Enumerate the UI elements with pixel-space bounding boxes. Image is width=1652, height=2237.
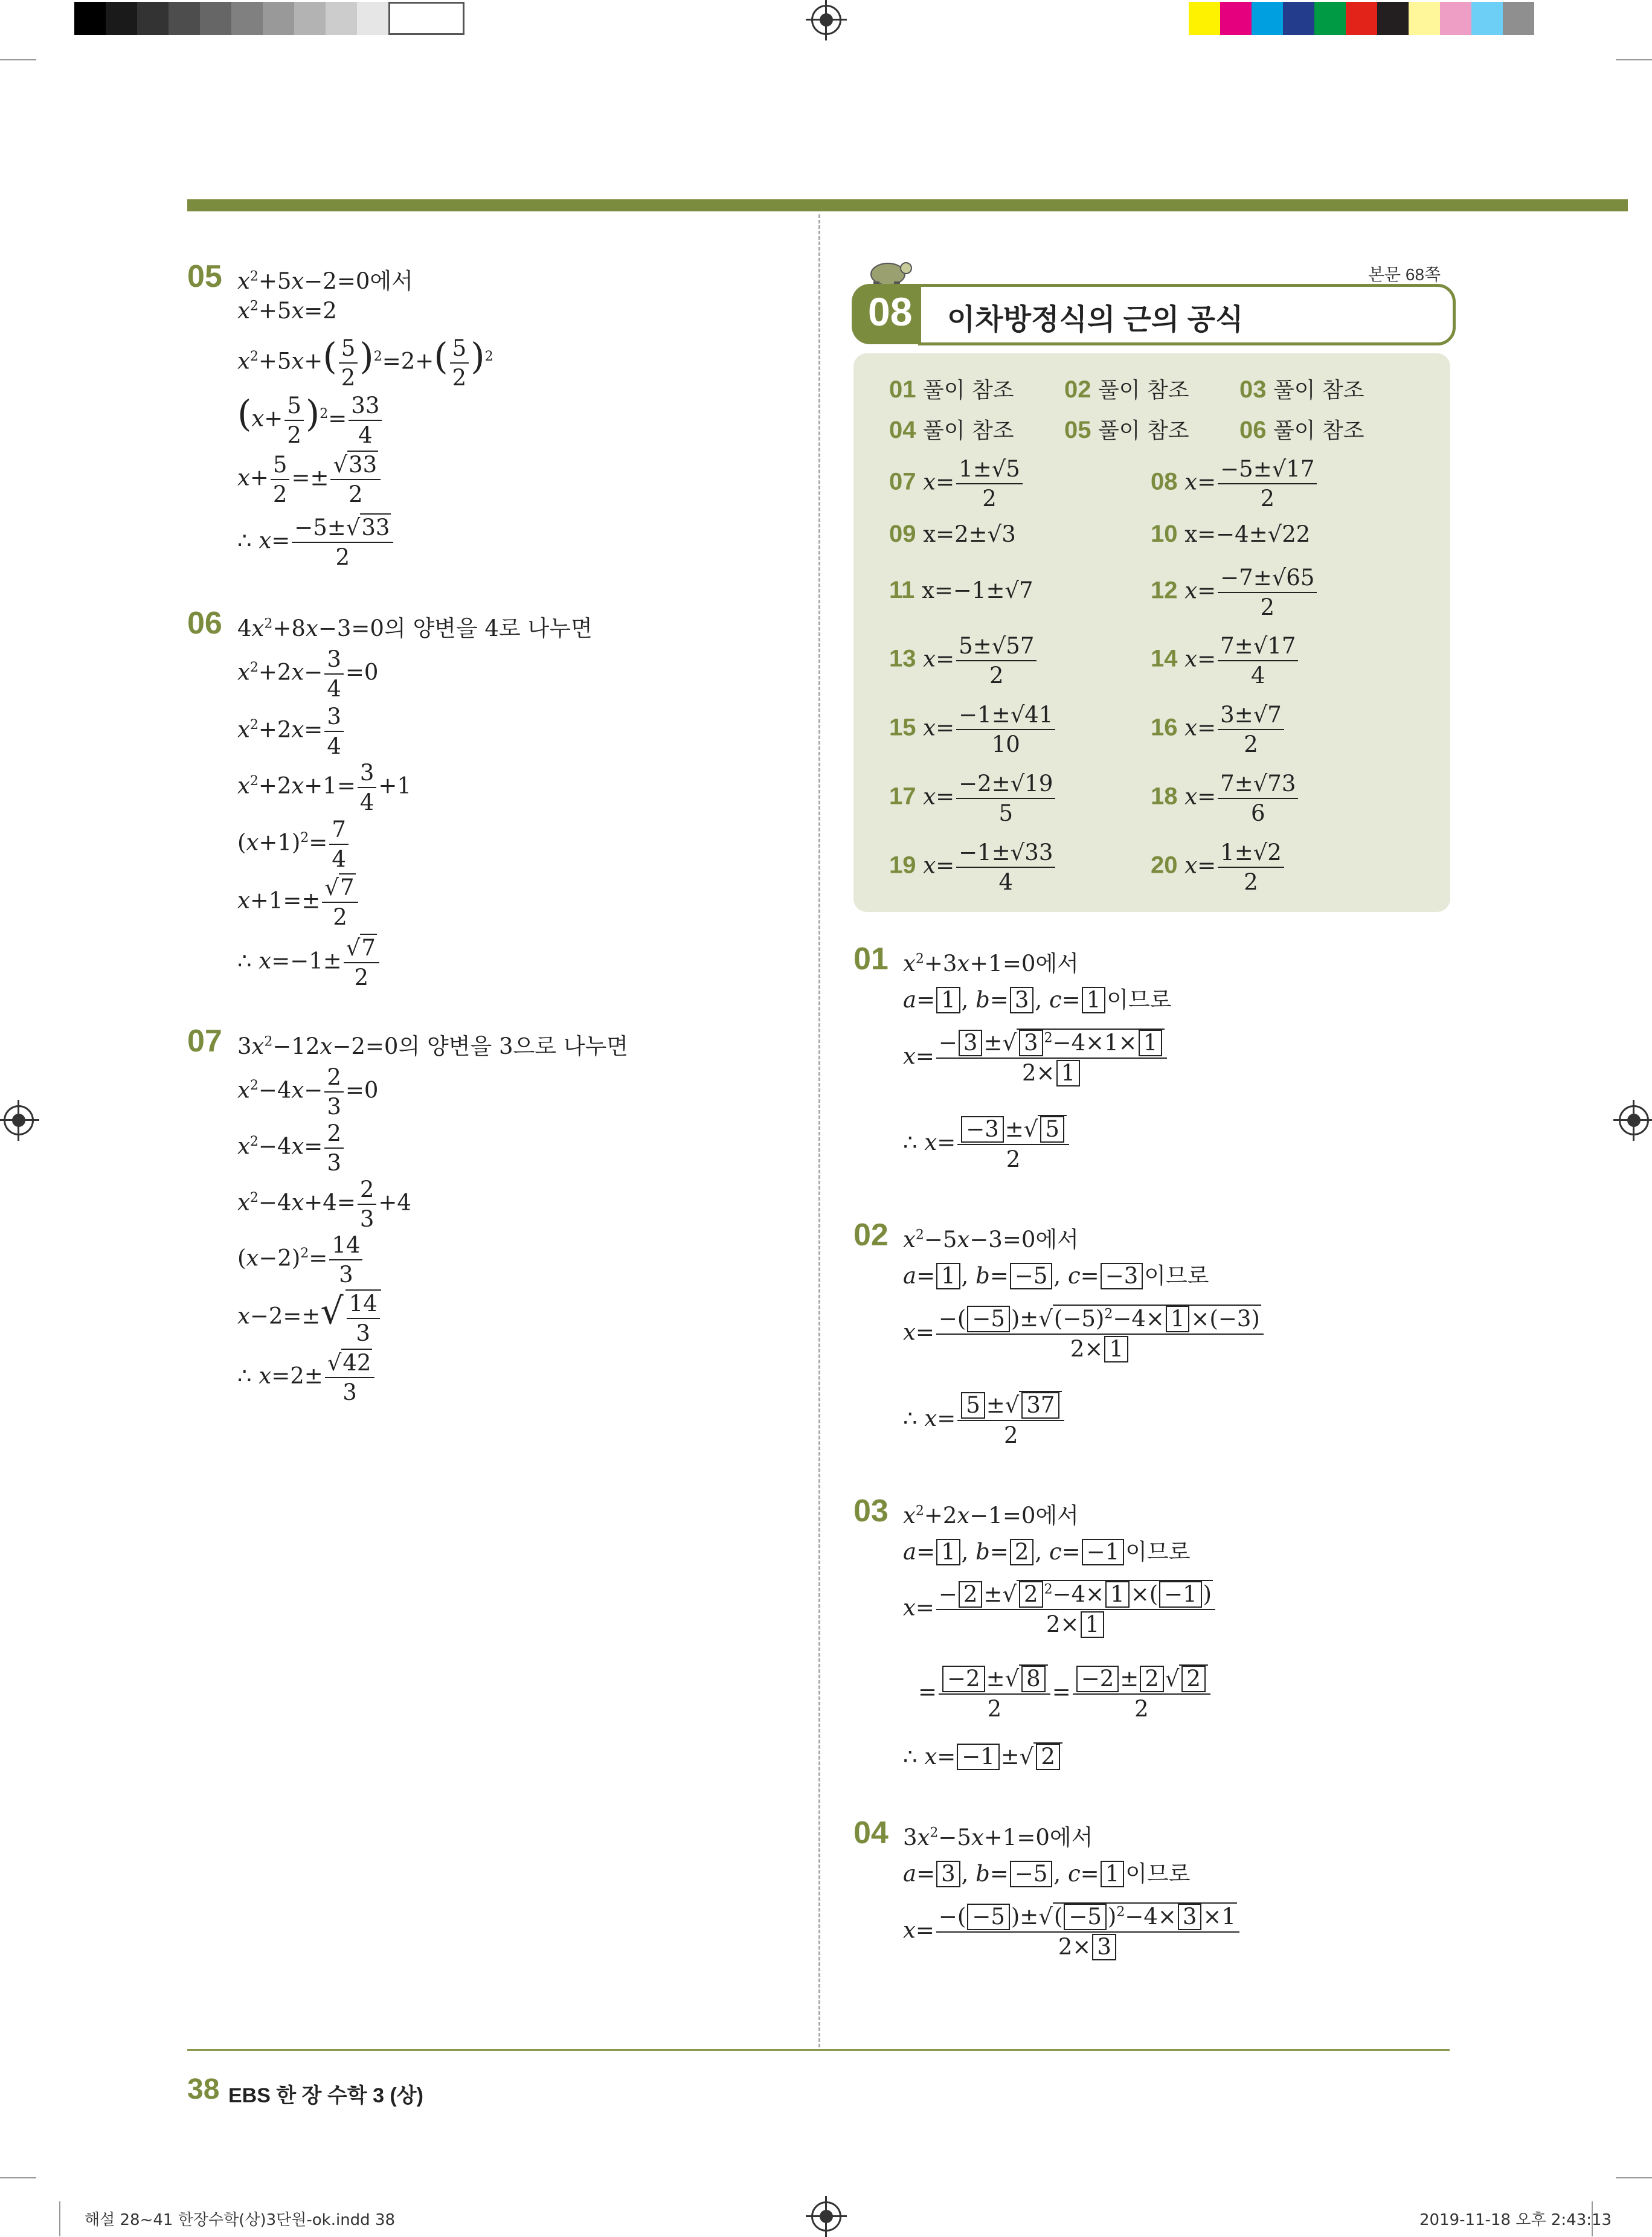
section-title: 이차방정식의 근의 공식 bbox=[947, 304, 1244, 336]
math-line: $4x^2+8x-3=0$의 양변을 4로 나누면 bbox=[237, 615, 593, 641]
math-line: $x^2-4x+4=$ $\frac{2}{3}$ +4 bbox=[237, 1176, 411, 1232]
math-line: ∴ x= $\frac{-3 \pm√ 5}{2}$ bbox=[903, 1116, 1071, 1172]
math-line: (x+ $\frac{5}{2}$ )$^2$= $\frac{33}{4}$ bbox=[237, 393, 384, 448]
crop-mark bbox=[1616, 2177, 1652, 2178]
answer-row: 02 풀이 참조 bbox=[1064, 376, 1189, 403]
math-line: $x^2+2x=$ $\frac{3}{4}$ bbox=[237, 704, 346, 759]
problem-number: 06 bbox=[187, 606, 222, 641]
math-line: $x^2-5x-3=0$에서 bbox=[903, 1227, 1079, 1253]
math-line: $x^2+5x-2=0$에서 bbox=[237, 268, 413, 294]
answer-12: 12 x= $\frac{-7\pm√65}{2}$ bbox=[1151, 565, 1319, 620]
math-line: ∴ x= −1 ±√ 2 bbox=[903, 1744, 1062, 1770]
crop-mark bbox=[59, 2201, 60, 2236]
math-line: = $\frac{-2 \pm√ 8}{2}$ = $\frac{-2 \pm 2 √ 2}{2}$ bbox=[918, 1666, 1212, 1722]
problem-number: 02 bbox=[853, 1218, 889, 1253]
math-line: $x^2+2x+1=$ $\frac{3}{4}$ +1 bbox=[237, 760, 411, 815]
answer-row: 05 풀이 참조 bbox=[1064, 417, 1189, 443]
crop-mark bbox=[0, 2177, 36, 2178]
math-line: $(x-2)^2=$ $\frac{14}{3}$ bbox=[237, 1232, 364, 1288]
math-line: $3x^2-5x+1=0$에서 bbox=[903, 1825, 1093, 1850]
answer-14: 14 x= $\frac{7\pm√17}{4}$ bbox=[1151, 633, 1300, 688]
math-line: ∴ x=2± $\frac{√42}{3}$ bbox=[237, 1350, 376, 1405]
answer-row: 03 풀이 참조 bbox=[1239, 376, 1364, 403]
crop-mark bbox=[0, 59, 36, 60]
math-line: $x^2+5x+$( $\frac{5}{2}$ )$^2$=2+( $\frac{5}{2}$ )$^2$ bbox=[237, 335, 493, 391]
math-line: ∴ x= $\frac{-5\pm√33}{2}$ bbox=[237, 515, 395, 570]
math-line: ∴ x=−1± $\frac{√7}{2}$ bbox=[237, 935, 381, 990]
math-line: x+1=± $\frac{√7}{2}$ bbox=[237, 875, 360, 930]
math-line: a= 3 , b= −5 , c= 1 이므로 bbox=[903, 1861, 1191, 1887]
math-line: x= $\frac{- 3 \pm√ 3 ^2-4\times 1\times 1}{2\times 1}$ bbox=[903, 1030, 1169, 1086]
bottom-rule bbox=[187, 2049, 1450, 2051]
problem-number: 04 bbox=[853, 1815, 889, 1850]
math-line: $x^2+3x+1=0$에서 bbox=[903, 951, 1079, 977]
math-line: $x^2-4x=$ $\frac{2}{3}$ bbox=[237, 1120, 346, 1176]
page-number: 38 bbox=[187, 2073, 220, 2105]
book-title: EBS 한 장 수학 3 (상) bbox=[228, 2084, 423, 2107]
crop-mark bbox=[1616, 59, 1652, 60]
column-divider bbox=[818, 214, 820, 2047]
answer-09: 09 x=2±√3 bbox=[889, 521, 1016, 547]
answer-17: 17 x= $\frac{-2\pm√19}{5}$ bbox=[889, 771, 1057, 826]
math-line: $x^2-4x-$ $\frac{2}{3}$ =0 bbox=[237, 1064, 379, 1120]
math-line: a= 1 , b= 3 , c= 1 이므로 bbox=[903, 987, 1172, 1013]
print-timestamp: 2019-11-18 오후 2:43:13 bbox=[1419, 2211, 1612, 2229]
math-line: x−2=±√ $\frac{14}{3}$ bbox=[237, 1289, 383, 1346]
problem-number: 05 bbox=[187, 259, 222, 294]
answer-07: 07 x= $\frac{1\pm√5}{2}$ bbox=[889, 456, 1024, 512]
math-line: a= 1 , b= −5 , c= −3 이므로 bbox=[903, 1263, 1209, 1289]
math-line: x= $\frac{- 2 \pm√ 2 ^2-4\times 1 \times( -1 )}{2\times 1}$ bbox=[903, 1581, 1217, 1638]
answer-row: 01 풀이 참조 bbox=[889, 376, 1014, 403]
answer-16: 16 x= $\frac{3\pm√7}{2}$ bbox=[1151, 702, 1286, 757]
registration-mark-icon bbox=[1619, 1105, 1649, 1135]
registration-mark-icon bbox=[811, 5, 841, 35]
problem-number: 03 bbox=[853, 1494, 889, 1529]
answer-10: 10 x=−4±√22 bbox=[1151, 521, 1311, 547]
math-line: x+ $\frac{5}{2}$ =± $\frac{√33}{2}$ bbox=[237, 452, 382, 507]
registration-mark-icon bbox=[811, 2201, 841, 2232]
answer-row: 06 풀이 참조 bbox=[1239, 417, 1364, 443]
answer-13: 13 x= $\frac{5\pm√57}{2}$ bbox=[889, 633, 1038, 688]
answer-19: 19 x= $\frac{-1\pm√33}{4}$ bbox=[889, 839, 1057, 895]
math-line: ∴ x= $\frac{5 \pm√ 37}{2}$ bbox=[903, 1392, 1066, 1448]
math-line: $x^2+5x=2$ bbox=[237, 298, 337, 324]
section-number: 08 bbox=[868, 289, 913, 334]
answer-11: 11 x=−1±√7 bbox=[889, 577, 1033, 603]
math-line: $x^2+2x-1=0$에서 bbox=[903, 1503, 1079, 1529]
problem-number: 07 bbox=[187, 1024, 222, 1059]
math-line: x= $\frac{-( -5 )\pm√( -5 )^2-4\times 3 \times 1}{2\times 3}$ bbox=[903, 1904, 1241, 1960]
registration-mark-icon bbox=[4, 1105, 34, 1135]
answer-08: 08 x= $\frac{-5\pm√17}{2}$ bbox=[1151, 456, 1319, 512]
file-name: 해설 28~41 한장수학(상)3단원-ok.indd 38 bbox=[85, 2211, 396, 2229]
answer-15: 15 x= $\frac{-1\pm√41}{10}$ bbox=[889, 702, 1057, 757]
answer-20: 20 x= $\frac{1\pm√2}{2}$ bbox=[1151, 839, 1286, 895]
math-line: x= $\frac{-( -5 )\pm√(-5)^2-4\times 1 \times(-3)}{2\times 1}$ bbox=[903, 1306, 1265, 1362]
turtle-icon bbox=[865, 252, 913, 287]
top-accent-bar bbox=[187, 199, 1628, 211]
math-line: $(x+1)^2=$ $\frac{7}{4}$ bbox=[237, 817, 350, 872]
math-line: $x^2+2x-$ $\frac{3}{4}$ =0 bbox=[237, 646, 379, 702]
answer-18: 18 x= $\frac{7\pm√73}{6}$ bbox=[1151, 771, 1300, 826]
math-line: a= 1 , b= 2 , c= −1 이므로 bbox=[903, 1539, 1191, 1565]
problem-number: 01 bbox=[853, 942, 889, 977]
page-reference: 본문 68쪽 bbox=[1368, 265, 1441, 284]
math-line: $3x^2-12x-2=0$의 양변을 3으로 나누면 bbox=[237, 1033, 628, 1059]
answer-row: 04 풀이 참조 bbox=[889, 417, 1014, 443]
